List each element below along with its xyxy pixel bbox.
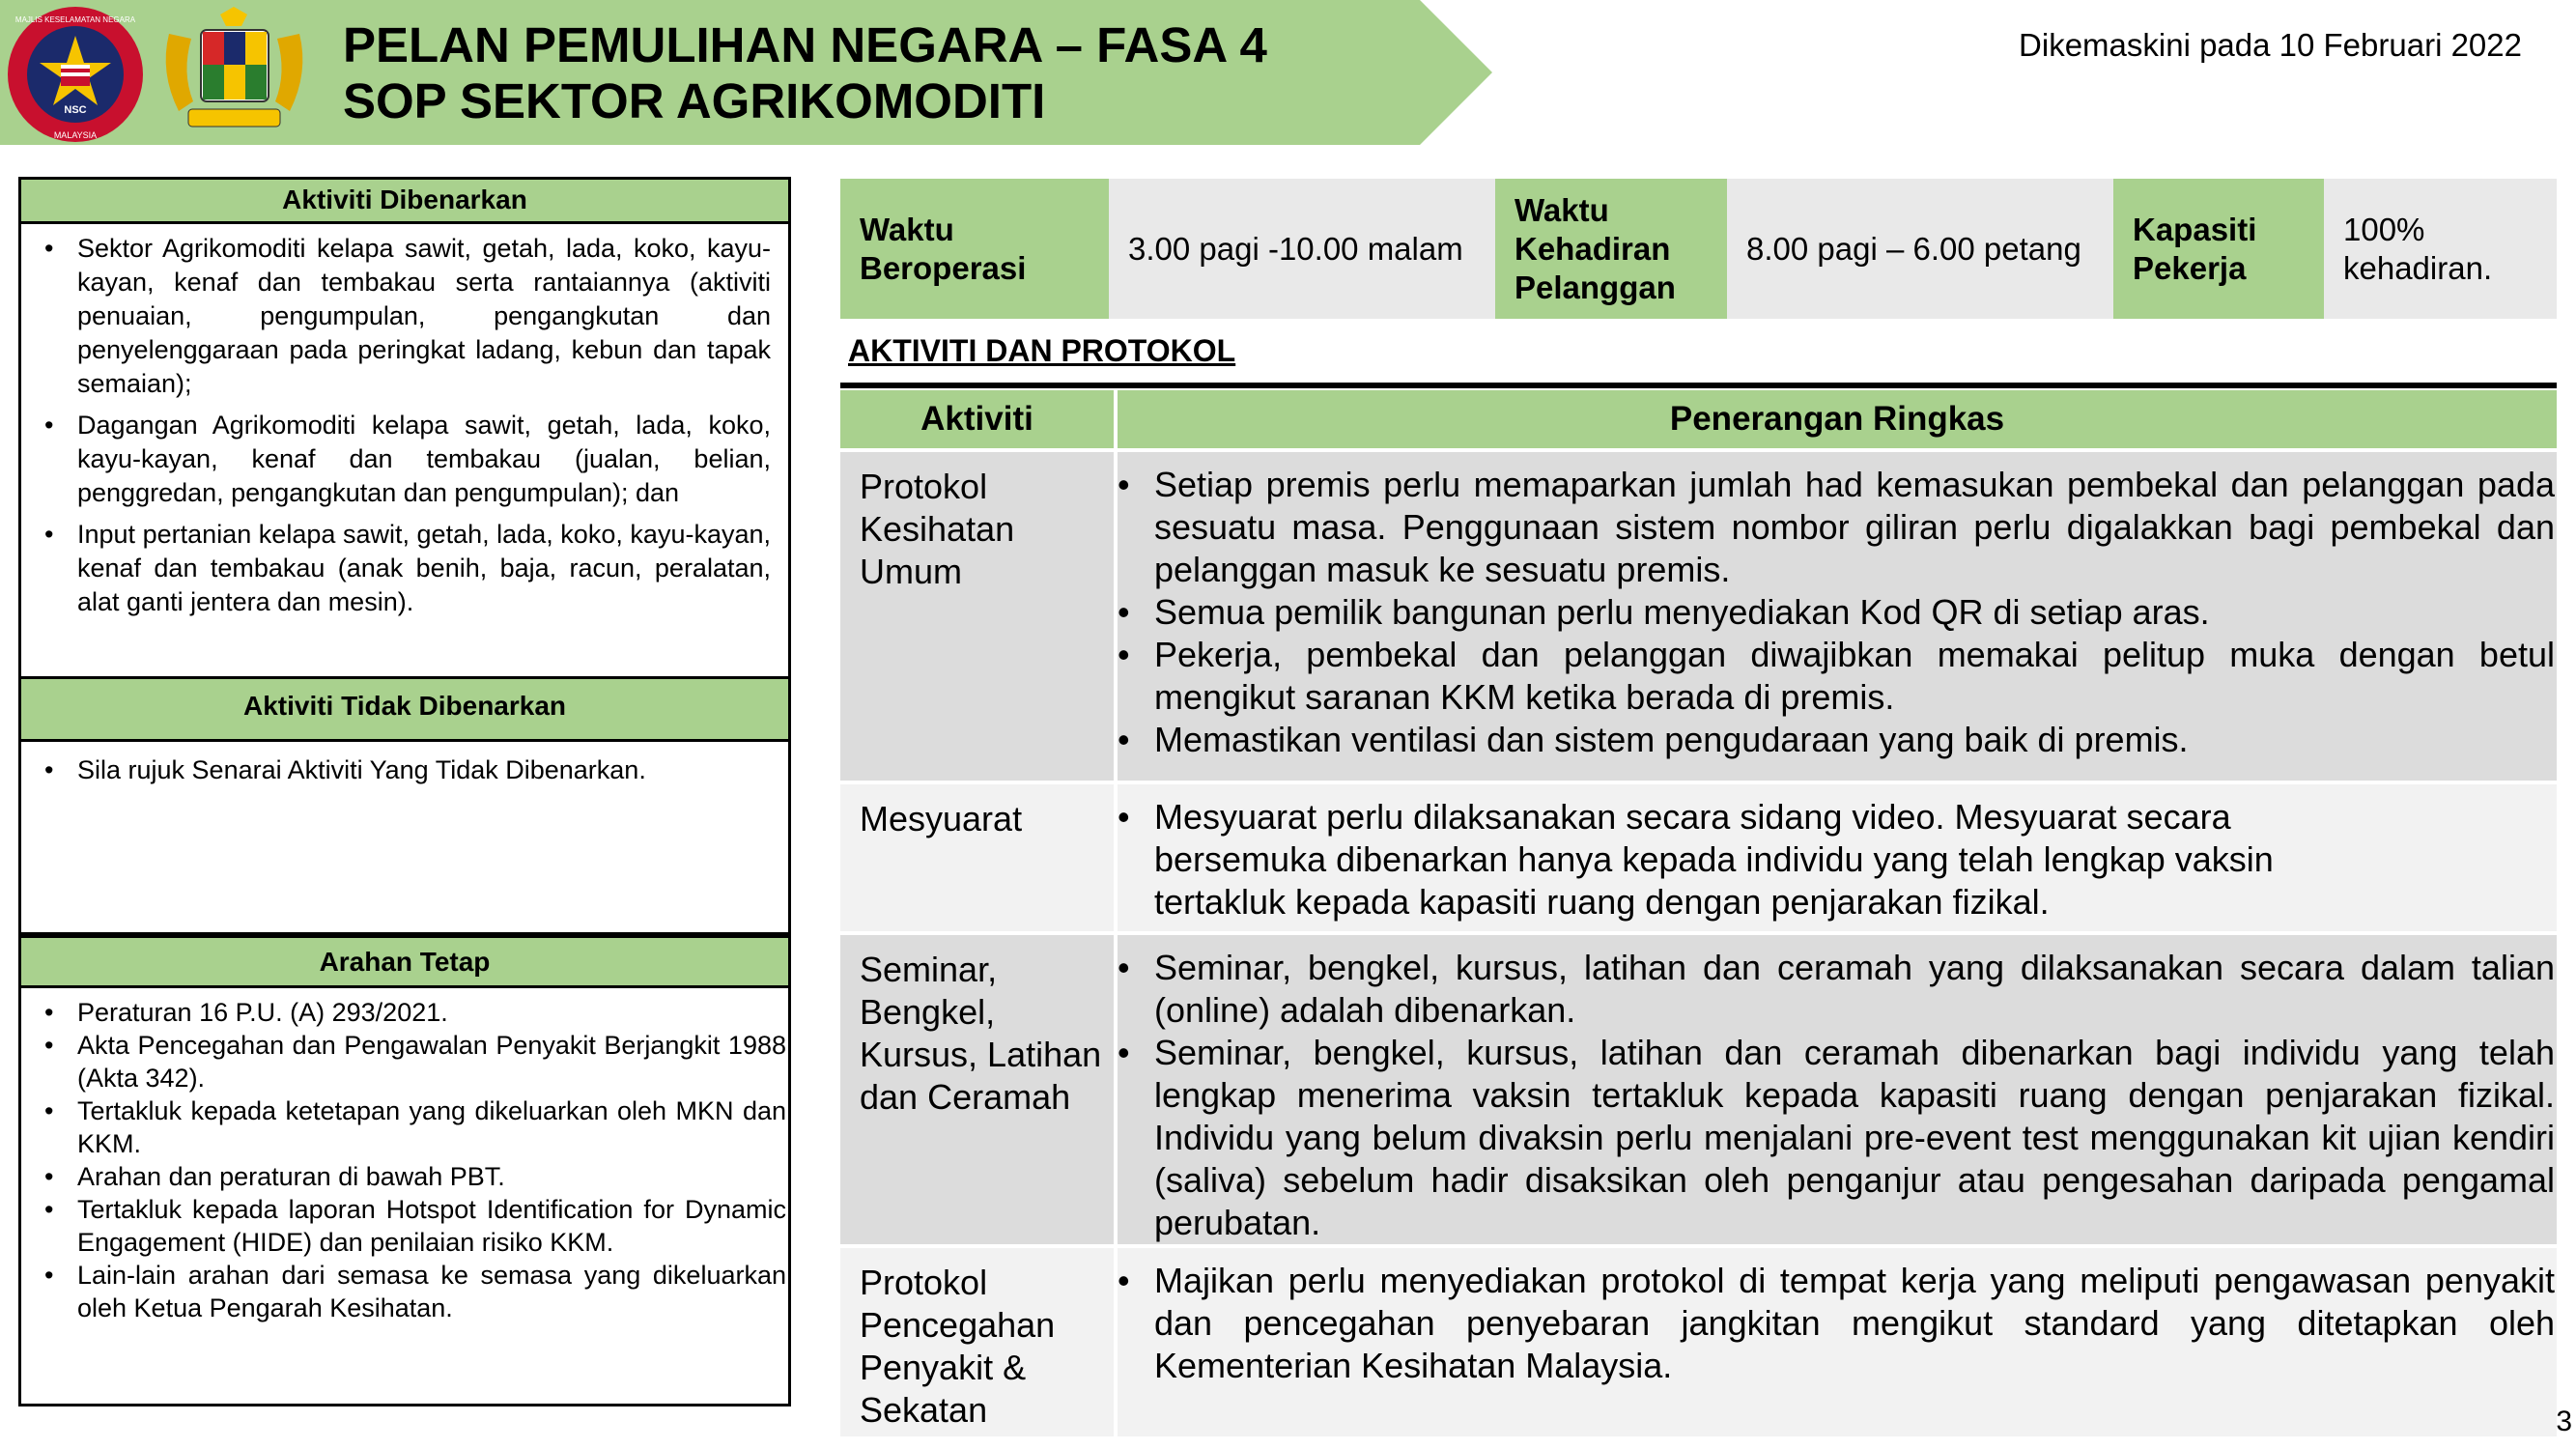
not-allowed-activities-heading: Aktiviti Tidak Dibenarkan — [21, 679, 788, 742]
nsc-logo-abbr: NSC — [64, 104, 87, 116]
list-item: • Seminar, bengkel, kursus, latihan dan ceramah yang dilaksanakan secara dalam talian (online) adalah dibenarkan. — [1118, 947, 2555, 1032]
page-title-line2: SOP SEKTOR AGRIKOMODITI — [343, 73, 1046, 128]
list-item: • Setiap premis perlu memaparkan jumlah had kemasukan pembekal dan pelanggan pada sesuatu masa. Penggunaan sistem nombor giliran perlu digalakkan bagi pembekal dan pelanggan masuk ke sesuatu premis. — [1118, 464, 2555, 591]
list-item: • Peraturan 16 P.U. (A) 293/2021. — [21, 996, 788, 1029]
nsc-logo-text: MAJLIS KESELAMATAN NEGARA — [14, 15, 136, 24]
list-item: • Sektor Agrikomoditi kelapa sawit, getah, lada, koko, kayu-kayan, kenaf dan tembakau serta rantaiannya (aktiviti penuaian, pengumpulan, pengangkutan dan penyelenggaraan pada peringkat ladang, kebun dan tapak semaian); — [21, 232, 788, 401]
page-title-line1: PELAN PEMULIHAN NEGARA – FASA 4 — [343, 17, 1267, 72]
worker-capacity-value: 100% kehadiran. — [2324, 179, 2557, 319]
table-top-rule — [840, 383, 2557, 388]
not-allowed-activities-box — [18, 679, 791, 935]
allowed-activities-heading: Aktiviti Dibenarkan — [21, 180, 788, 224]
updated-date: Dikemaskini pada 10 Februari 2022 — [2019, 27, 2522, 63]
row-activity-disease-prevention: Protokol Pencegahan Penyakit & Sekatan — [840, 1248, 1114, 1436]
row-description-disease-prevention — [1118, 1248, 2557, 1436]
nsc-logo — [3, 5, 148, 145]
not-allowed-activities-list — [21, 742, 788, 787]
list-item: • Dagangan Agrikomoditi kelapa sawit, getah, lada, koko, kayu-kayan, kenaf dan tembakau (jualan, belian, penggredan, pengangkutan dan pengumpulan); dan — [21, 409, 788, 510]
section-title: AKTIVITI DAN PROTOKOL — [848, 333, 1236, 368]
list-item: • Memastikan ventilasi dan sistem pengudaraan yang baik di premis. — [1118, 719, 2555, 761]
list-item: • Tertakluk kepada laporan Hotspot Identification for Dynamic Engagement (HIDE) dan penilaian risiko KKM. — [21, 1193, 788, 1259]
nsc-logo-country: MALAYSIA — [53, 130, 98, 140]
customer-hours-value: 8.00 pagi – 6.00 petang — [1727, 179, 2113, 319]
list-item: • Arahan dan peraturan di bawah PBT. — [21, 1160, 788, 1193]
operating-hours-label: Waktu Beroperasi — [840, 179, 1109, 319]
list-item: • Tertakluk kepada ketetapan yang dikeluarkan oleh MKN dan KKM. — [21, 1094, 788, 1160]
allowed-activities-box — [18, 177, 791, 679]
row-description-general-health — [1118, 452, 2557, 781]
malaysia-coat-of-arms-icon — [155, 5, 314, 140]
standing-orders-box — [18, 935, 791, 1406]
page-number: 3 — [2556, 1406, 2572, 1437]
worker-capacity-label: Kapasiti Pekerja — [2113, 179, 2324, 319]
list-item: • Semua pemilik bangunan perlu menyediakan Kod QR di setiap aras. — [1118, 591, 2555, 634]
list-item: • Lain-lain arahan dari semasa ke semasa yang dikeluarkan oleh Ketua Pengarah Kesihatan. — [21, 1259, 788, 1324]
row-activity-seminar — [840, 935, 1114, 1244]
column-header-description: Penerangan Ringkas — [1118, 390, 2557, 448]
standing-orders-heading: Arahan Tetap — [21, 935, 788, 988]
list-item: • Akta Pencegahan dan Pengawalan Penyakit Berjangkit 1988 (Akta 342). — [21, 1029, 788, 1094]
row-activity-seminar-label: Seminar, Bengkel, Kursus, Latihan dan Ceramah — [860, 950, 1102, 1117]
list-item: • Seminar, bengkel, kursus, latihan dan ceramah dibenarkan bagi individu yang telah lengkap menerima vaksin tertakluk kepada kapasiti ruang dengan penjarakan fizikal. Individu yang belum divaksin perlu menjalani pre-event test menggunakan kit ujian kendiri (saliva) sebelum hadir disaksikan oleh penganjur atau pengesahan daripada pengamal perubatan. — [1118, 1032, 2555, 1244]
operating-hours-value: 3.00 pagi -10.00 malam — [1109, 179, 1495, 319]
standing-orders-list — [21, 988, 788, 1324]
list-item: • Pekerja, pembekal dan pelanggan diwajibkan memakai pelitup muka dengan betul mengikut saranan KKM ketika berada di premis. — [1118, 634, 2555, 719]
list-item: • Majikan perlu menyediakan protokol di tempat kerja yang meliputi pengawasan penyakit dan pencegahan penyebaran jangkitan mengikut standard yang ditetapkan oleh Kementerian Kesihatan Malaysia. — [1118, 1260, 2555, 1387]
row-activity-general-health: Protokol Kesihatan Umum — [840, 452, 1114, 781]
row-description-seminar — [1118, 935, 2557, 1244]
list-item: • Sila rujuk Senarai Aktiviti Yang Tidak Dibenarkan. — [21, 753, 788, 787]
list-item: • Mesyuarat perlu dilaksanakan secara sidang video. Mesyuarat secara bersemuka dibenarkan hanya kepada individu yang telah lengkap vaksin tertakluk kepada kapasiti ruang dengan penjarakan fizikal. — [1118, 796, 2335, 923]
row-description-meeting — [1118, 784, 2557, 931]
list-item: • Input pertanian kelapa sawit, getah, lada, koko, kayu-kayan, kenaf dan tembakau (anak benih, baja, racun, peralatan, alat ganti jentera dan mesin). — [21, 518, 788, 619]
page-title — [343, 17, 1267, 129]
row-activity-meeting: Mesyuarat — [840, 784, 1114, 931]
allowed-activities-list — [21, 224, 788, 619]
column-header-activity: Aktiviti — [840, 390, 1114, 448]
customer-hours-label: Waktu Kehadiran Pelanggan — [1495, 179, 1727, 319]
